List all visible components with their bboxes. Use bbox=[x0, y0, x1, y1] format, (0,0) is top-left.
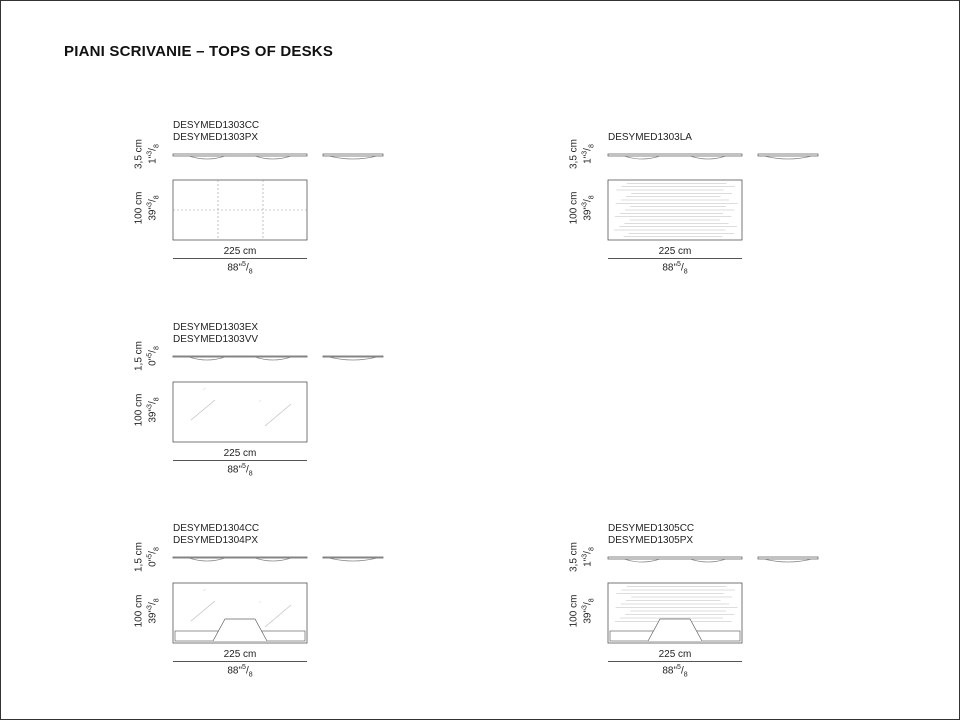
product-code: DESYMED1303CC bbox=[173, 120, 260, 131]
width-in: 88" bbox=[227, 464, 243, 476]
width-label: 225 cm $88"^5/_8$ bbox=[173, 246, 307, 277]
depth-in: 39" bbox=[147, 407, 159, 423]
desk-top-block bbox=[129, 120, 389, 280]
front-elevation-leg bbox=[189, 357, 225, 360]
desk-drawing bbox=[129, 523, 389, 653]
side-elevation-leg bbox=[329, 357, 377, 360]
thickness-cm: 3,5 cm bbox=[568, 541, 580, 573]
width-cm: 225 cm bbox=[173, 649, 307, 662]
width-cm: 225 cm bbox=[608, 649, 742, 662]
thickness-in: 1" bbox=[147, 154, 159, 164]
product-code: DESYMED1305CC bbox=[608, 523, 695, 534]
front-elevation-top bbox=[608, 557, 742, 559]
desk-drawing bbox=[129, 120, 389, 250]
side-elevation-leg bbox=[329, 156, 377, 159]
side-elevation-top bbox=[758, 557, 818, 559]
thickness-in: 0" bbox=[147, 356, 159, 366]
side-elevation-top bbox=[323, 154, 383, 156]
desk-top-block bbox=[129, 523, 389, 683]
product-code: DESYMED1303PX bbox=[173, 132, 259, 143]
desk-drawing bbox=[129, 322, 389, 452]
depth-cm: 100 cm bbox=[133, 191, 145, 225]
front-elevation-leg bbox=[255, 357, 291, 360]
desk-top-block bbox=[564, 120, 824, 280]
depth-in: 39" bbox=[147, 608, 159, 624]
product-code: DESYMED1303LA bbox=[608, 132, 692, 143]
thickness-label: 3,5 cm $1"^3/_8$ bbox=[133, 138, 161, 170]
front-elevation-leg bbox=[624, 559, 660, 562]
product-code: DESYMED1303VV bbox=[173, 334, 259, 345]
side-elevation-leg bbox=[764, 559, 812, 562]
width-cm: 225 cm bbox=[173, 246, 307, 259]
depth-cm: 100 cm bbox=[133, 393, 145, 427]
product-code: DESYMED1304PX bbox=[173, 535, 259, 546]
front-elevation-top bbox=[173, 356, 307, 357]
side-elevation-top bbox=[323, 356, 383, 357]
desk-drawing bbox=[564, 523, 824, 653]
plan-view bbox=[173, 382, 307, 442]
width-cm: 225 cm bbox=[608, 246, 742, 259]
width-in: 88" bbox=[662, 262, 678, 274]
thickness-label: 3,5 cm $1"^3/_8$ bbox=[568, 541, 596, 573]
desk-top-block bbox=[564, 523, 824, 683]
thickness-label: 1,5 cm $0"^5/_8$ bbox=[133, 541, 161, 573]
depth-in: 39" bbox=[582, 608, 594, 624]
depth-in: 39" bbox=[582, 205, 594, 221]
width-label: 225 cm $88"^5/_8$ bbox=[173, 448, 307, 479]
product-code: DESYMED1304CC bbox=[173, 523, 260, 534]
width-in: 88" bbox=[227, 262, 243, 274]
thickness-cm: 3,5 cm bbox=[568, 138, 580, 170]
depth-label: 100 cm $39"^3/_8$ bbox=[133, 191, 161, 225]
product-code: DESYMED1303EX bbox=[173, 322, 259, 333]
side-elevation-top bbox=[323, 557, 383, 558]
depth-label: 100 cm $39"^3/_8$ bbox=[133, 594, 161, 628]
depth-label: 100 cm $39"^3/_8$ bbox=[568, 191, 596, 225]
depth-cm: 100 cm bbox=[133, 594, 145, 628]
depth-in: 39" bbox=[147, 205, 159, 221]
thickness-in: 1" bbox=[582, 154, 594, 164]
thickness-cm: 1,5 cm bbox=[133, 541, 145, 573]
front-elevation-leg bbox=[255, 558, 291, 561]
thickness-cm: 3,5 cm bbox=[133, 138, 145, 170]
width-in: 88" bbox=[662, 665, 678, 677]
front-elevation-leg bbox=[624, 156, 660, 159]
width-label: 225 cm $88"^5/_8$ bbox=[608, 649, 742, 680]
depth-cm: 100 cm bbox=[568, 594, 580, 628]
width-label: 225 cm $88"^5/_8$ bbox=[608, 246, 742, 277]
front-elevation-top bbox=[173, 557, 307, 558]
depth-label: 100 cm $39"^3/_8$ bbox=[568, 594, 596, 628]
front-elevation-leg bbox=[189, 156, 225, 159]
thickness-cm: 1,5 cm bbox=[133, 340, 145, 372]
thickness-label: 3,5 cm $1"^3/_8$ bbox=[568, 138, 596, 170]
desk-drawing bbox=[564, 120, 824, 250]
front-elevation-leg bbox=[690, 559, 726, 562]
front-elevation-top bbox=[173, 154, 307, 156]
side-elevation-top bbox=[758, 154, 818, 156]
thickness-in: 1" bbox=[582, 557, 594, 567]
front-elevation-leg bbox=[189, 558, 225, 561]
depth-cm: 100 cm bbox=[568, 191, 580, 225]
front-elevation-leg bbox=[255, 156, 291, 159]
front-elevation-top bbox=[608, 154, 742, 156]
depth-label: 100 cm $39"^3/_8$ bbox=[133, 393, 161, 427]
page-title: PIANI SCRIVANIE – TOPS OF DESKS bbox=[64, 43, 334, 60]
side-elevation-leg bbox=[764, 156, 812, 159]
front-elevation-leg bbox=[690, 156, 726, 159]
thickness-label: 1,5 cm $0"^5/_8$ bbox=[133, 340, 161, 372]
width-cm: 225 cm bbox=[173, 448, 307, 461]
desk-top-block bbox=[129, 322, 389, 482]
product-code: DESYMED1305PX bbox=[608, 535, 694, 546]
side-elevation-leg bbox=[329, 558, 377, 561]
width-in: 88" bbox=[227, 665, 243, 677]
thickness-in: 0" bbox=[147, 557, 159, 567]
width-label: 225 cm $88"^5/_8$ bbox=[173, 649, 307, 680]
